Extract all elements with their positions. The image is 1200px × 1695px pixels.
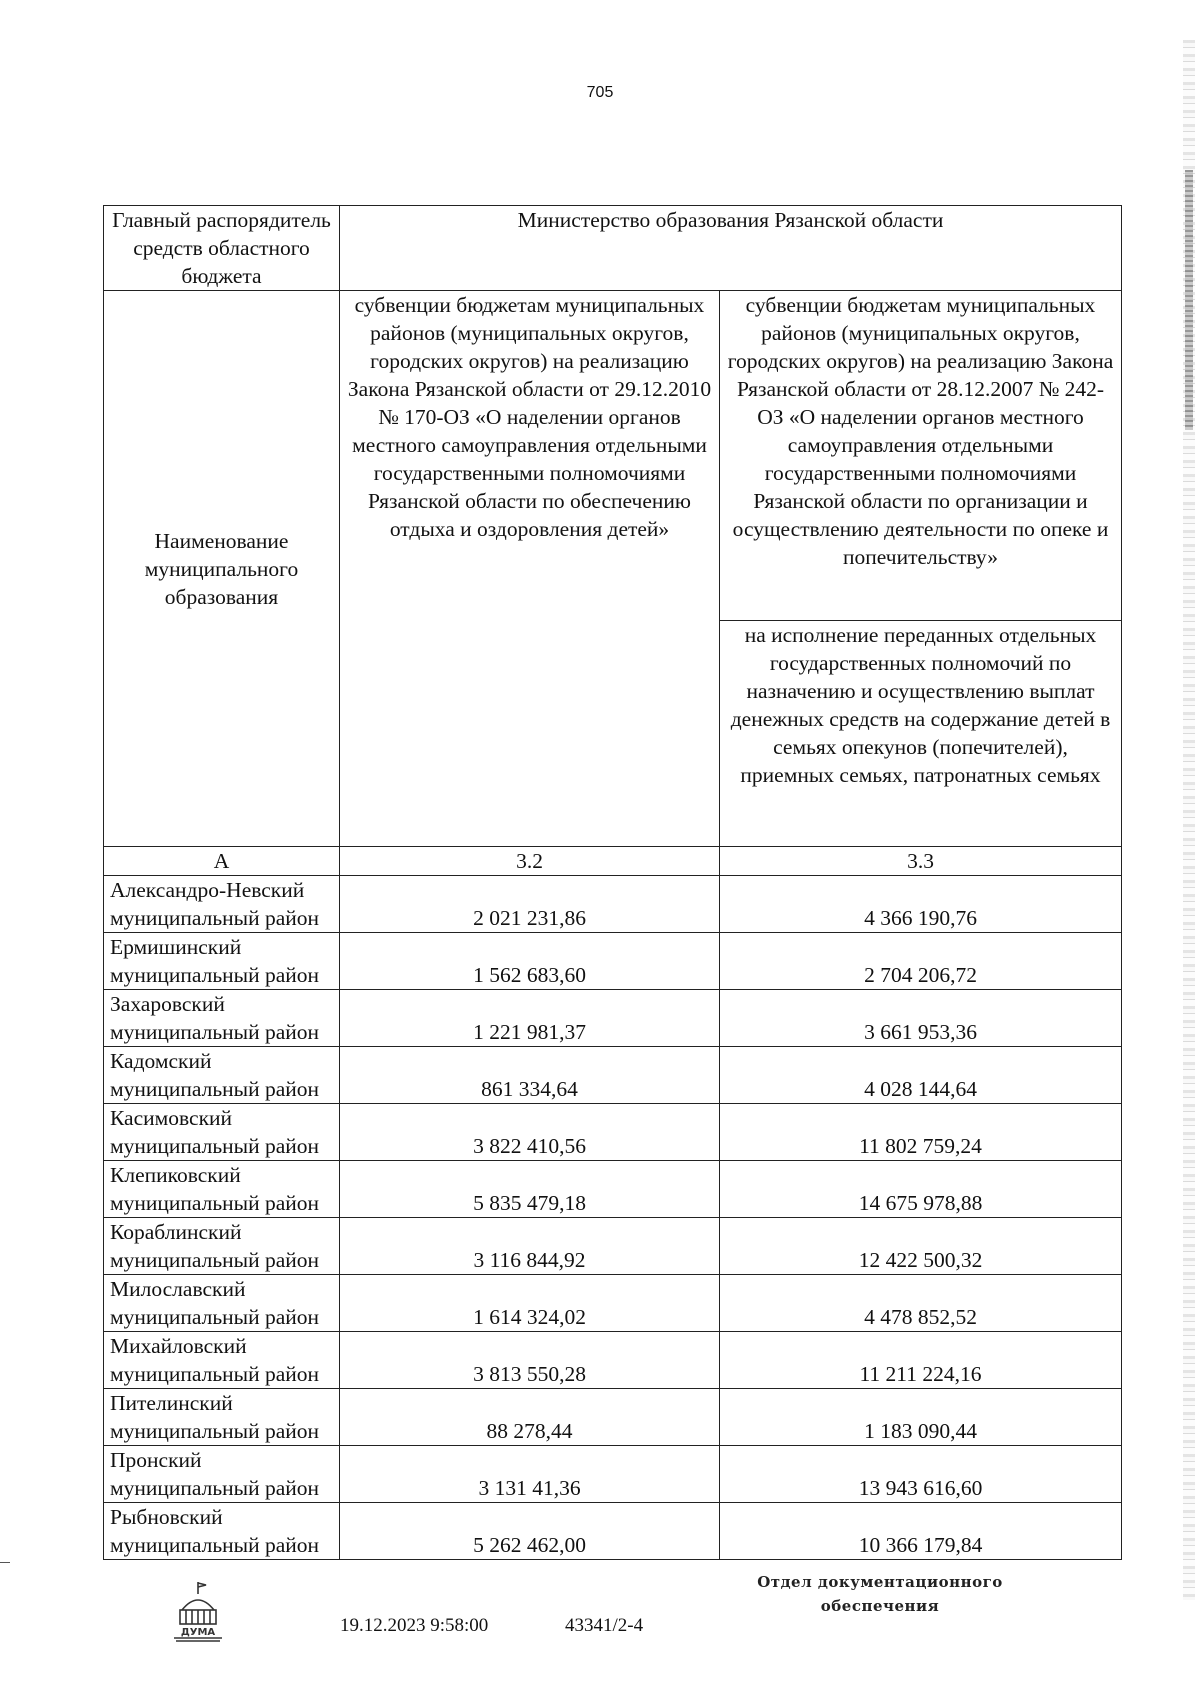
value-3-3: 10 366 179,84 (720, 1503, 1122, 1560)
value-3-2: 5 835 479,18 (340, 1161, 720, 1218)
municipality-name: Ермишинский муниципальный район (104, 933, 340, 990)
footer-timestamp: 19.12.2023 9:58:00 (340, 1615, 489, 1636)
value-3-2: 88 278,44 (340, 1389, 720, 1446)
header-row (104, 291, 1122, 621)
municipality-name: Касимовский муниципальный район (104, 1104, 340, 1161)
table-row (104, 876, 1122, 933)
value-3-2: 1 562 683,60 (340, 933, 720, 990)
value-3-3: 4 366 190,76 (720, 876, 1122, 933)
column-code-3-3: 3.3 (720, 847, 1122, 876)
table-row (104, 1161, 1122, 1218)
scan-margin-tick (0, 1562, 10, 1563)
municipality-name: Захаровский муниципальный район (104, 990, 340, 1047)
value-3-3: 11 211 224,16 (720, 1332, 1122, 1389)
value-3-3: 11 802 759,24 (720, 1104, 1122, 1161)
table-row (104, 990, 1122, 1047)
budget-table (103, 205, 1122, 1560)
distributor-row (104, 206, 1122, 291)
value-3-3: 3 661 953,36 (720, 990, 1122, 1047)
value-3-2: 5 262 462,00 (340, 1503, 720, 1560)
municipality-name: Клепиковский муниципальный район (104, 1161, 340, 1218)
duma-logo-icon (170, 1580, 226, 1644)
value-3-2: 3 131 41,36 (340, 1446, 720, 1503)
scan-edge-dark (1185, 170, 1193, 430)
value-3-3: 12 422 500,32 (720, 1218, 1122, 1275)
municipality-name: Милославский муниципальный район (104, 1275, 340, 1332)
column-codes-row (104, 847, 1122, 876)
table-row (104, 1047, 1122, 1104)
table-row (104, 1332, 1122, 1389)
table-row (104, 1104, 1122, 1161)
value-3-2: 1 614 324,02 (340, 1275, 720, 1332)
footer-department-stamp: Отдел документационного обеспечения (757, 1573, 1003, 1615)
value-3-2: 2 021 231,86 (340, 876, 720, 933)
distributor-label: Главный распорядитель средств областного бюджета (104, 206, 340, 291)
municipality-name: Михайловский муниципальный район (104, 1332, 340, 1389)
table-row (104, 1275, 1122, 1332)
value-3-2: 1 221 981,37 (340, 990, 720, 1047)
table-row (104, 1446, 1122, 1503)
column-code-a: А (104, 847, 340, 876)
municipality-name: Кораблинский муниципальный район (104, 1218, 340, 1275)
value-3-3: 4 028 144,64 (720, 1047, 1122, 1104)
column-3-3-subheader: на исполнение переданных отдельных государственных полномочий по назначению и осуществлению выплат денежных средств на содержание детей в семьях опекунов (попечителей), приемных семьях, патронатных семьях (720, 621, 1122, 847)
table-row (104, 1218, 1122, 1275)
value-3-3: 2 704 206,72 (720, 933, 1122, 990)
value-3-3: 1 183 090,44 (720, 1389, 1122, 1446)
page-number: 705 (586, 84, 614, 101)
column-3-3-header: субвенции бюджетам муниципальных районов (муниципальных округов, городских округов) на реализацию Закона Рязанской области от 28.12.2007 № 242-ОЗ «О наделении органов местного самоуправления отдельными государственными полномочиями Рязанской области по организации и осуществлению деятельности по опеке и попечительству» (720, 291, 1122, 621)
value-3-3: 4 478 852,52 (720, 1275, 1122, 1332)
distributor-value: Министерство образования Рязанской области (340, 206, 1122, 291)
table-row (104, 1389, 1122, 1446)
value-3-2: 3 116 844,92 (340, 1218, 720, 1275)
value-3-2: 3 813 550,28 (340, 1332, 720, 1389)
column-3-2-header: субвенции бюджетам муниципальных районов (муниципальных округов, городских округов) на реализацию Закона Рязанской области от 29.12.2010 № 170-ОЗ «О наделении органов местного самоуправления отдельными государственными полномочиями Рязанской области по обеспечению отдыха и оздоровления детей» (340, 291, 720, 847)
municipality-name: Пителинский муниципальный район (104, 1389, 340, 1446)
table-row (104, 1503, 1122, 1560)
table-row (104, 933, 1122, 990)
footer-registration-number: 43341/2-4 (565, 1615, 644, 1636)
value-3-3: 14 675 978,88 (720, 1161, 1122, 1218)
value-3-2: 861 334,64 (340, 1047, 720, 1104)
municipality-name: Рыбновский муниципальный район (104, 1503, 340, 1560)
value-3-3: 13 943 616,60 (720, 1446, 1122, 1503)
municipality-name: Пронский муниципальный район (104, 1446, 340, 1503)
column-code-3-2: 3.2 (340, 847, 720, 876)
municipality-name: Александро-Невский муниципальный район (104, 876, 340, 933)
duma-logo-text: ДУМА (180, 1627, 216, 1638)
value-3-2: 3 822 410,56 (340, 1104, 720, 1161)
name-column-header: Наименование муниципального образования (104, 291, 340, 847)
municipality-name: Кадомский муниципальный район (104, 1047, 340, 1104)
